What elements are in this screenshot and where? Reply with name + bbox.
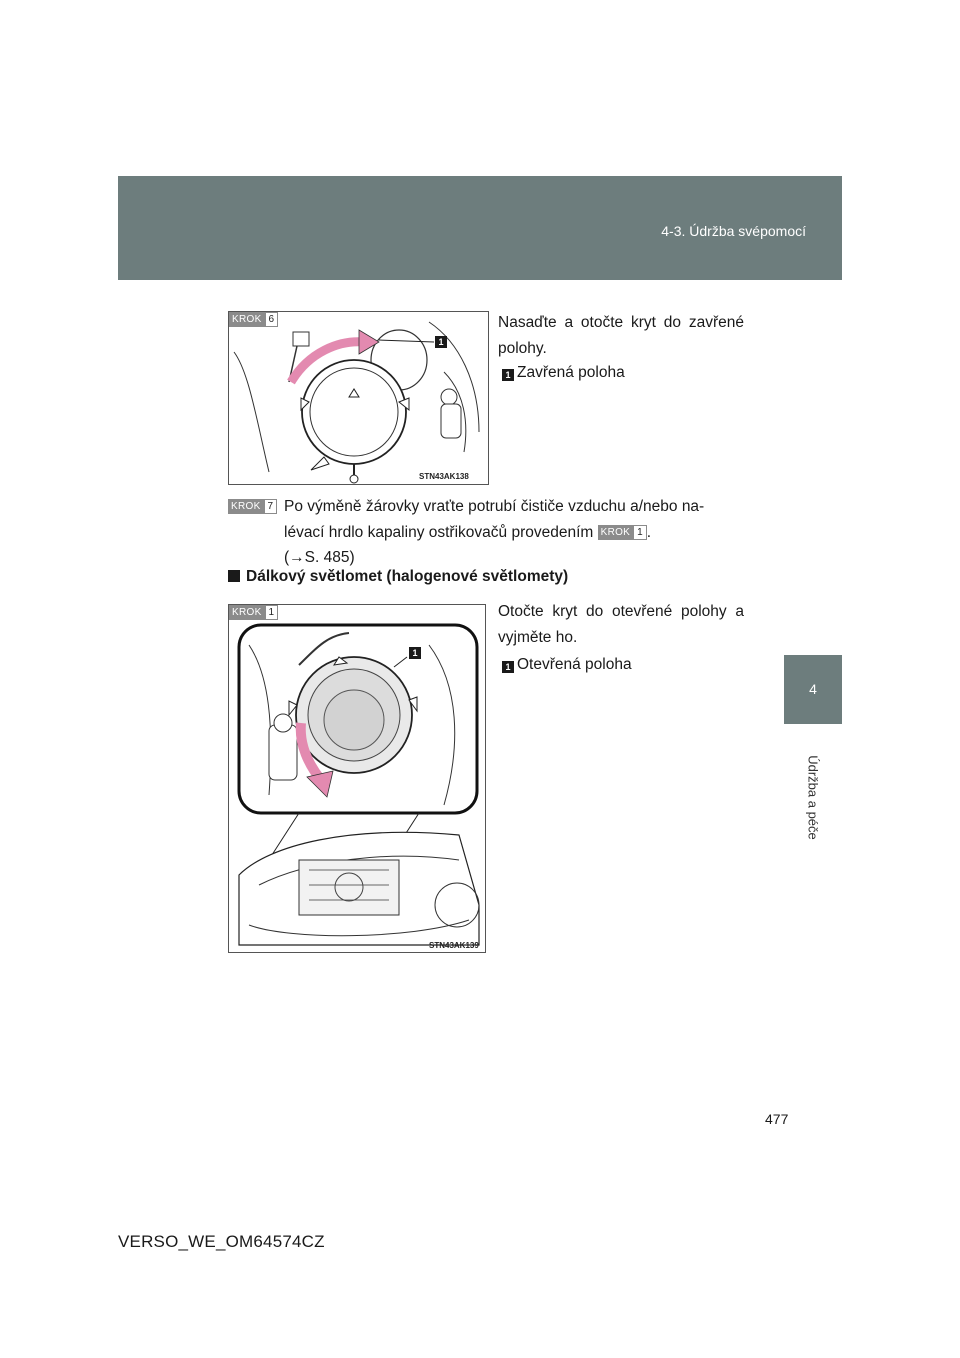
section-heading: Dálkový světlomet (halogenové světlomety) — [228, 568, 568, 586]
legend-text: Zavřená poloha — [517, 364, 625, 381]
figure-step1 — [228, 604, 486, 953]
chapter-title: Údržba a péče — [805, 755, 821, 840]
headlight-cover-illustration — [229, 312, 488, 484]
krok-badge: KROK 1 — [229, 605, 278, 620]
callout-number: 1 — [435, 336, 447, 348]
high-beam-cover-illustration — [229, 605, 485, 952]
chapter-tab: 4 — [784, 655, 842, 724]
step6-legend — [502, 360, 625, 386]
figure-step6 — [228, 311, 489, 485]
step1-instruction: Otočte kryt do otevřené polohy a vyjměte ho. — [498, 603, 744, 646]
figure-code: STN43AK138 — [419, 472, 469, 481]
section-header-band — [118, 176, 842, 280]
step7-line2: lévací hrdlo kapaliny ostřikovačů provedením KROK 1 . — [284, 524, 652, 541]
section-title: 4-3. Údržba svépomocí — [661, 223, 806, 239]
step6-instruction: Nasaďte a otočte kryt do zavřené polohy. — [498, 314, 744, 357]
callout-number: 1 — [409, 647, 421, 659]
figure-code: STN43AK139 — [429, 941, 479, 950]
legend-number-box: 1 — [502, 369, 514, 381]
step7-line1: Po výměně žárovky vraťte potrubí čističe vzduchu a/nebo na- — [284, 498, 705, 515]
krok-badge: KROK 6 — [229, 312, 278, 327]
page-number: 477 — [765, 1111, 789, 1127]
krok-badge-step7: KROK 7 — [228, 499, 277, 514]
document-code: VERSO_WE_OM64574CZ — [118, 1232, 325, 1251]
bullet-square-icon — [228, 570, 240, 582]
page-reference: (→S. 485) — [284, 549, 355, 566]
legend-text: Otevřená poloha — [517, 656, 632, 673]
legend-number-box: 1 — [502, 661, 514, 673]
krok-reference: KROK 1 — [598, 525, 647, 540]
step1-legend — [502, 652, 632, 678]
